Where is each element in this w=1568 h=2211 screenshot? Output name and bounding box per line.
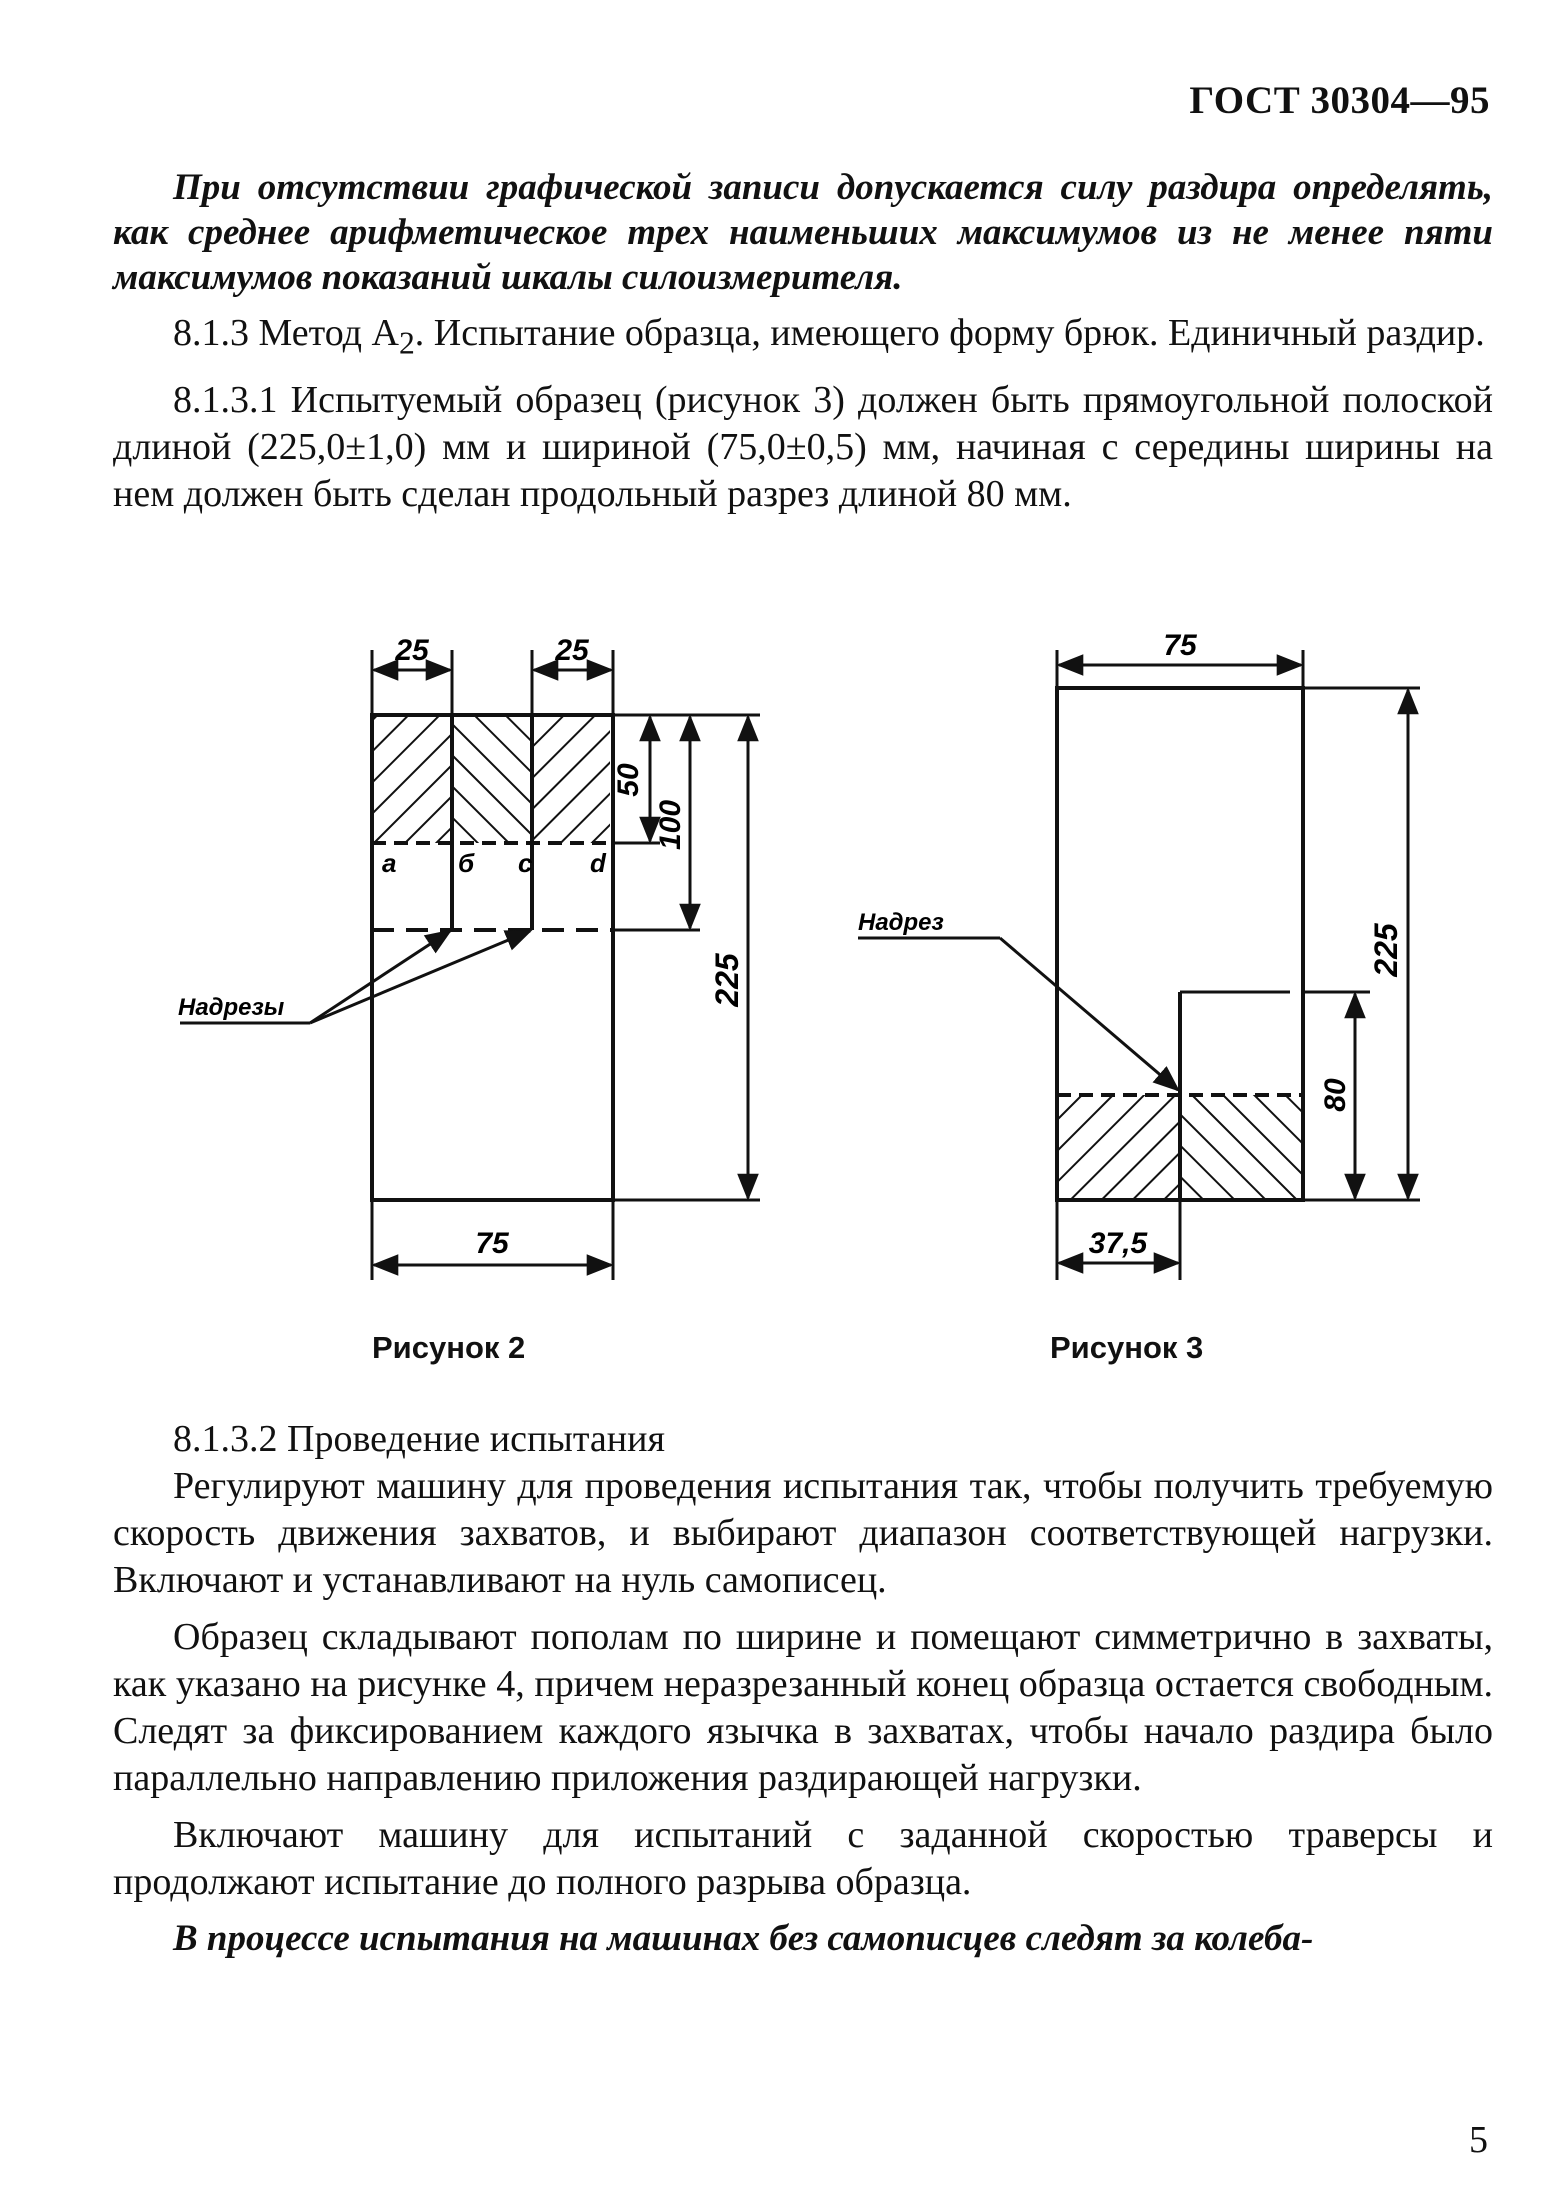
dim-225: 225 <box>709 953 745 1007</box>
figure-2-caption: Рисунок 2 <box>372 1330 526 1365</box>
hatch-middle <box>452 717 532 843</box>
figure-3-caption: Рисунок 3 <box>1050 1330 1204 1365</box>
point-c: c <box>518 848 533 878</box>
dim-100: 100 <box>654 799 687 851</box>
dim-25-left: 25 <box>395 634 429 667</box>
hatch-left <box>374 717 452 843</box>
section-8-1-3-2-paragraph-4: В процессе испытания на машинах без самописцев следят за колеба- <box>173 1918 1314 1959</box>
dim-225: 225 <box>1368 923 1404 977</box>
point-b: б <box>458 848 475 878</box>
cuts-label: Надрезы <box>178 994 285 1021</box>
figure-2-drawing <box>160 620 800 1300</box>
top-text-block <box>113 165 1493 528</box>
figure-3-drawing <box>840 620 1440 1300</box>
cut-label: Надрез <box>858 909 944 936</box>
bottom-text-block <box>113 1416 1493 1971</box>
dim-75-bottom: 75 <box>475 1227 509 1260</box>
section-8-1-3-2-paragraph-2: Образец складывают пополам по ширине и помещают симметрично в захваты, как указано на рисунке 4, причем неразрезанный конец образца остается свободным. Следят за фиксированием каждого язычка в захватах, чтобы начало раздира было параллельно направлению приложения раздирающей нагрузки. <box>113 1616 1493 1799</box>
dim-75-top: 75 <box>1163 629 1197 662</box>
point-d: d <box>590 848 606 878</box>
hatch-right <box>532 717 610 843</box>
section-8-1-3-2-paragraph-1: Регулируют машину для проведения испытания так, чтобы получить требуемую скорость движения захватов, и выбирают диапазон соответствующей нагрузки. Включают и устанавливают на нуль самописец. <box>113 1465 1493 1601</box>
dim-25-right: 25 <box>555 634 589 667</box>
document-header: ГОСТ 30304—95 <box>1189 79 1490 122</box>
section-8-1-3-2-title: 8.1.3.2 Проведение испытания <box>173 1418 665 1460</box>
dim-80: 80 <box>1319 1078 1352 1112</box>
section-8-1-3-title: 8.1.3 Метод $А_2$. Испытание образца, имеющего форму брюк. Единичный раздир. <box>173 312 1485 361</box>
dim-50: 50 <box>612 763 645 797</box>
section-8-1-3-2-paragraph-3: Включают машину для испытаний с заданной скоростью траверсы и продолжают испытание до полного разрыва образца. <box>113 1814 1493 1903</box>
point-a: a <box>382 848 397 878</box>
dim-37-5: 37,5 <box>1088 1227 1148 1260</box>
section-8-1-3-1-paragraph: 8.1.3.1 Испытуемый образец (рисунок 3) должен быть прямоугольной полоской длиной (225,0±1,0) мм и шириной (75,0±0,5) мм, начиная с середины ширины на нем должен быть сделан продольный разрез длиной 80 мм. <box>113 378 1493 515</box>
intro-italic-paragraph: При отсутствии графической записи допускается силу раздира определять, как среднее арифметическое трех наименьших максимумов из не менее пяти максимумов показаний шкалы силоизмерителя. <box>113 167 1493 298</box>
page-number: 5 <box>1469 2119 1488 2161</box>
